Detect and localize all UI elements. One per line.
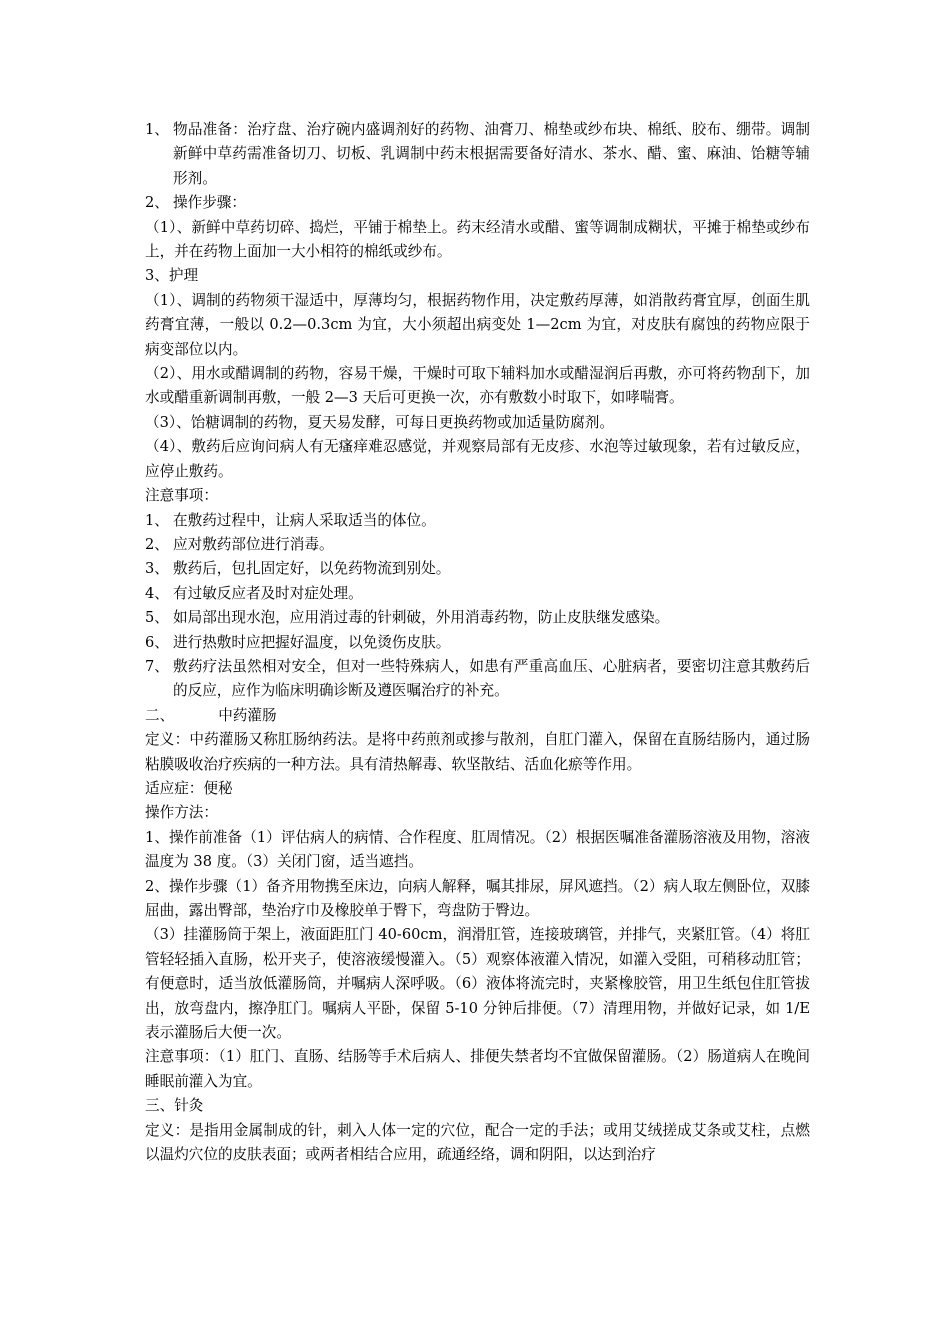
list-item (145, 191, 810, 215)
section-paragraph: 定义：是指用金属制成的针，刺入人体一定的穴位，配合一定的手法；或用艾绒搓成艾条或艾柱，点燃以温灼穴位的皮肤表面；或两者相结合应用，疏通经络，调和阴阳，以达到治疗 (145, 1121, 810, 1164)
list-item (145, 606, 810, 630)
list-text: 进行热敷时应把握好温度，以免烫伤皮肤。 (173, 633, 451, 651)
section-paragraph: （3）挂灌肠筒于架上，液面距肛门 40-60cm，润滑肛管，连接玻璃管，并排气，夹紧肛管。（4）将肛管轻轻插入直肠，松开夹子，使溶液缓慢灌入。（5）观察体液灌入情况，如灌入受阻，可稍移动肛管；有便意时，适当放低灌肠筒，并嘱病人深呼吸。（6）液体将流完时，夹紧橡胶管，用卫生纸包住肛管拔出，放弯盘内，擦净肛门。嘱病人平卧，保留 5-10 分钟后排便。（7）清理用物，并做好记录，如 1/E 表示灌肠后大便一次。 (145, 926, 810, 1042)
list-number: 2、 (145, 535, 169, 553)
section-title: 中药灌肠 (218, 706, 277, 724)
list-item (145, 582, 810, 606)
section-paragraph: 操作方法： (145, 804, 218, 822)
list-number: 6、 (145, 633, 169, 651)
list-item (145, 557, 810, 581)
list-item (145, 509, 810, 533)
notes-heading: 注意事项： (145, 487, 218, 505)
document-body (145, 118, 810, 1167)
nursing-heading: 3、护理 (145, 267, 199, 285)
section-paragraph: 2、操作步骤（1）备齐用物携至床边，向病人解释，嘱其排尿，屏风遮挡。（2）病人取左侧卧位，双膝屈曲，露出臀部，垫治疗巾及橡胶单于臀下，弯盘防于臀边。 (145, 877, 810, 919)
list-text: 敷药后，包扎固定好，以免药物流到别处。 (173, 560, 451, 578)
list-text: 应对敷药部位进行消毒。 (173, 535, 334, 553)
list-number: 7、 (145, 657, 169, 675)
section-paragraph: 适应症：便秘 (145, 779, 233, 797)
list-number: 4、 (145, 584, 169, 602)
nursing-paragraph: （1）、调制的药物须干湿适中，厚薄均匀，根据药物作用，决定敷药厚薄，如消散药膏宜厚，创面生肌药膏宜薄，一般以 0.2—0.3cm 为宜，大小须超出病变处 1—2cm 为宜，对皮肤有腐蚀的药物应限于病变部位以内。 (145, 291, 810, 358)
section-heading (145, 704, 810, 728)
list-number: 5、 (145, 609, 169, 627)
step-paragraph: （1）、新鲜中草药切碎、捣烂，平铺于棉垫上。药末经清水或醋、蜜等调制成糊状，平摊于棉垫或纱布上，并在药物上面加一大小相符的棉纸或纱布。 (145, 218, 810, 261)
nursing-paragraph: （3）、饴糖调制的药物，夏天易发酵，可每日更换药物或加适量防腐剂。 (145, 413, 614, 431)
section-heading: 三、针灸 (145, 1097, 204, 1115)
nursing-paragraph: （2）、用水或醋调制的药物，容易干燥，干燥时可取下辅料加水或醋湿润后再敷，亦可将药物刮下，加水或醋重新调制再敷，一般 2—3 天后可更换一次，亦有敷数小时取下，如哮喘膏。 (145, 365, 810, 407)
list-item (145, 655, 810, 704)
list-item (145, 631, 810, 655)
list-text: 在敷药过程中，让病人采取适当的体位。 (173, 511, 436, 529)
list-text: 敷药疗法虽然相对安全，但对一些特殊病人，如患有严重高血压、心脏病者，要密切注意其敷药后的反应，应作为临床明确诊断及遵医嘱治疗的补充。 (173, 657, 810, 700)
nursing-paragraph: （4）、敷药后应询问病人有无瘙痒难忍感觉，并观察局部有无皮疹、水泡等过敏现象，若有过敏反应，应停止敷药。 (145, 438, 810, 480)
section-number: 二、 (145, 706, 175, 724)
list-text: 操作步骤： (173, 194, 246, 212)
section-paragraph: 1、操作前准备（1）评估病人的病情、合作程度、肛周情况。（2）根据医嘱准备灌肠溶液及用物，溶液温度为 38 度。（3）关闭门窗，适当遮挡。 (145, 828, 810, 871)
list-number: 3、 (145, 560, 169, 578)
list-number: 1、 (145, 121, 169, 138)
section-paragraph: 定义：中药灌肠又称肛肠纳药法。是将中药煎剂或掺与散剂，自肛门灌入，保留在直肠结肠内，通过肠粘膜吸收治疗疾病的一种方法。具有清热解毒、软坚散结、活血化瘀等作用。 (145, 731, 810, 773)
list-number: 1、 (145, 511, 169, 529)
list-text: 有过敏反应者及时对症处理。 (173, 584, 363, 602)
list-item (145, 118, 810, 191)
list-number: 2、 (145, 194, 169, 212)
section-paragraph: 注意事项：（1）肛门、直肠、结肠等手术后病人、排便失禁者均不宜做保留灌肠。（2）肠道病人在晚间睡眠前灌入为宜。 (145, 1048, 810, 1090)
list-text: 物品准备：治疗盘、治疗碗内盛调剂好的药物、油膏刀、棉垫或纱布块、棉纸、胶布、绷带。调制新鲜中草药需准备切刀、切板、乳调制中药末根据需要备好清水、茶水、醋、蜜、麻油、饴糖等辅形剂。 (173, 121, 810, 187)
list-text: 如局部出现水泡，应用消过毒的针刺破，外用消毒药物，防止皮肤继发感染。 (173, 609, 670, 627)
list-item (145, 533, 810, 557)
